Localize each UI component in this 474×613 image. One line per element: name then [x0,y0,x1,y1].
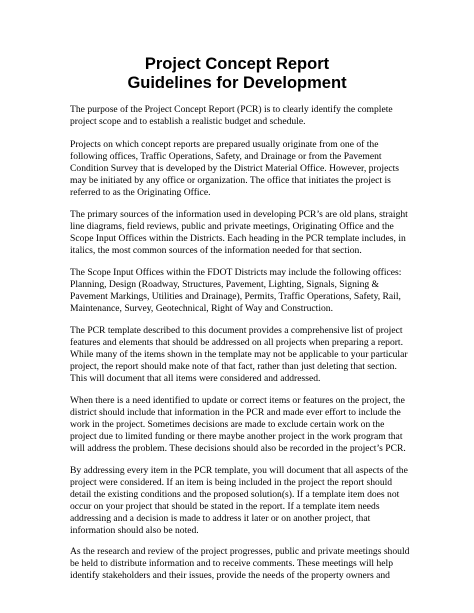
text-line: Planning, Design (Roadway, Structures, Pavement, Lighting, Signals, Signing & [70,279,380,290]
text-line: project scope and to establish a realistic budget and schedule. [70,116,306,127]
text-line: As the research and review of the project progresses, public and private meetings should [70,546,410,557]
text-line: The purpose of the Project Concept Report (PCR) is to clearly identify the complete [70,104,393,115]
paragraph-origin [70,139,410,199]
text-line: project due to limited funding or there maybe another project in the work program that [70,431,403,442]
text-line: features and elements that should be addressed on all projects when preparing a report. [70,337,403,348]
text-line: This will document that all items were considered and addressed. [70,373,321,384]
text-line: line diagrams, field reviews, public and private meetings, Originating Office and the [70,221,394,232]
paragraph-template [70,325,410,385]
text-line: While many of the items shown in the template may not be applicable to your particular [70,349,408,360]
text-line: project, the report should make note of that fact, rather than just deleting that section. [70,361,397,372]
text-line: will address the problem. These decisions should also be recorded in the project’s PCR. [70,443,406,454]
text-line: occur on your project that should be stated in the report. If a template item needs [70,501,380,512]
text-line: The Scope Input Offices within the FDOT Districts may include the following offices: [70,267,402,278]
text-line: project were considered. If an item is being included in the project the report should [70,477,393,488]
text-line: identify stakeholders and their issues, provide the needs of the property owners and [70,570,390,581]
text-line: work in the project. Sometimes decisions are made to exclude certain work on the [70,419,385,430]
text-line: When there is a need identified to update or correct items or features on the project, the [70,395,405,406]
text-line: italics, the most common sources of the information needed for that section. [70,245,362,256]
document-title-line-2: Guidelines for Development [127,74,347,92]
text-line: district should include that information in the PCR and made ever effort to include the [70,407,401,418]
paragraph-addressing [70,465,410,537]
text-line: be held to distribute information and to receive comments. These meetings will help [70,558,393,569]
text-line: information should also be noted. [70,525,199,536]
text-line: Condition Survey that is developed by the District Material Office. However, projects [70,163,400,174]
text-line: detail the existing conditions and the proposed solution(s). If a template item does not [70,489,400,500]
text-line: Maintenance, Survey, Geotechnical, Right of Way and Construction. [70,303,333,314]
text-line: following offices, Traffic Operations, Safety, and Drainage or from the Pavement [70,151,382,162]
text-line: Pavement Markings, Utilities and Drainage), Permits, Traffic Operations, Safety, Rail, [70,291,401,302]
text-line: The primary sources of the information used in developing PCR’s are old plans, straight [70,209,408,220]
paragraph-scope-offices [70,267,410,315]
paragraph-updates [70,395,410,455]
text-line: may be initiated by any office or organization. The office that initiates the project is [70,175,391,186]
text-line: The PCR template described to this document provides a comprehensive list of project [70,325,403,336]
text-line: By addressing every item in the PCR template, you will document that all aspects of the [70,465,408,476]
text-line: Projects on which concept reports are prepared usually originate from one of the [70,139,379,150]
paragraph-meetings [70,546,410,582]
text-line: addressing and a decision is made to address it later or on another project, that [70,513,371,524]
paragraph-sources [70,209,410,257]
text-line: Scope Input Offices within the Districts. Each heading in the PCR template includes, in [70,233,406,244]
document-title-line-1: Project Concept Report [144,55,330,73]
text-line: referred to as the Originating Office. [70,187,211,198]
paragraph-purpose [70,104,410,128]
